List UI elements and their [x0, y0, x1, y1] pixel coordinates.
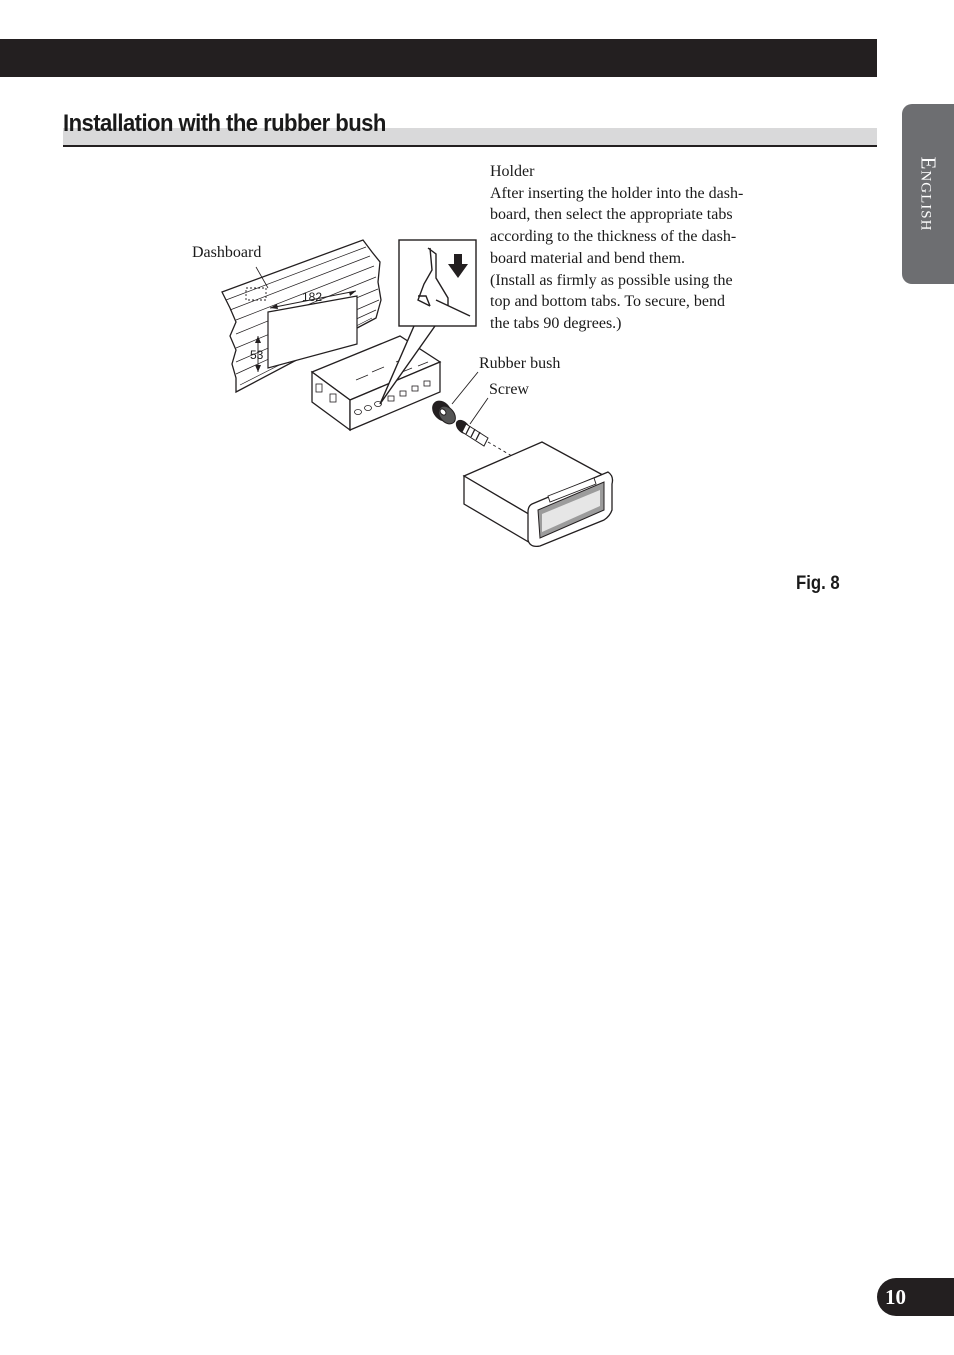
holder-line: the tabs 90 degrees.): [490, 314, 622, 332]
holder-title: Holder: [490, 163, 535, 180]
holder-line: board material and bend them.: [490, 249, 686, 267]
rubber-bush-label: Rubber bush: [479, 355, 561, 372]
figure-caption: Fig. 8: [796, 573, 840, 594]
head-unit-drawing: [464, 442, 613, 546]
dimension-height-label: 53: [250, 348, 264, 362]
page-number: 10: [877, 1278, 954, 1316]
holder-line: according to the thickness of the dash-: [490, 228, 737, 246]
holder-line: top and bottom tabs. To secure, bend: [490, 293, 725, 311]
holder-callout: [490, 161, 790, 335]
header-bar: [0, 39, 877, 77]
screw-drawing: [454, 398, 512, 456]
section-heading-rule: [63, 145, 877, 147]
holder-line: (Install as firmly as possible using the: [490, 271, 733, 289]
holder-line: board, then select the appropriate tabs: [490, 206, 733, 224]
section-title: Installation with the rubber bush: [63, 110, 386, 137]
language-tab-label: English: [916, 156, 941, 232]
language-tab: [902, 104, 954, 284]
screw-label: Screw: [489, 381, 529, 398]
dimension-width-label: 182: [302, 290, 323, 304]
holder-line: After inserting the holder into the dash-: [490, 184, 744, 202]
dashboard-label: Dashboard: [192, 244, 262, 261]
